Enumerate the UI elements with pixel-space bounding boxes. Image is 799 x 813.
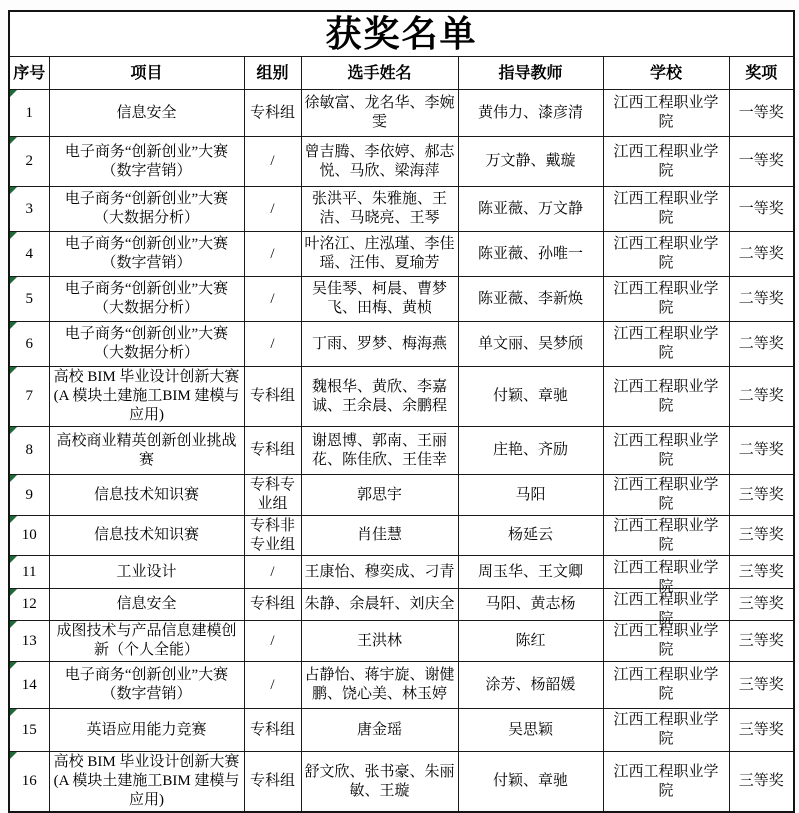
cell-contestants: 郭思宇	[301, 475, 458, 516]
table-body	[9, 90, 794, 813]
cell-group: /	[244, 662, 301, 709]
cell-group: 专科专业组	[244, 475, 301, 516]
cell-award: 二等奖	[729, 322, 794, 367]
cell-no: 2	[9, 137, 49, 187]
cell-award: 二等奖	[729, 277, 794, 322]
cell-project: 信息技术知识赛	[49, 475, 244, 516]
table-row	[9, 516, 794, 556]
cell-contestants: 朱静、余晨轩、刘庆全	[301, 589, 458, 621]
cell-project: 高校 BIM 毕业设计创新大赛(A 模块土建施工BIM 建模与应用)	[49, 752, 244, 813]
cell-teachers: 万文静、戴璇	[458, 137, 603, 187]
cell-project: 电子商务“创新创业”大赛（大数据分析）	[49, 187, 244, 232]
cell-project: 英语应用能力竞赛	[49, 709, 244, 752]
cell-school: 江西工程职业学院	[603, 322, 729, 367]
cell-group: 专科组	[244, 90, 301, 137]
cell-contestants: 唐金瑶	[301, 709, 458, 752]
table-row	[9, 589, 794, 621]
cell-teachers: 马阳、黄志杨	[458, 589, 603, 621]
table-row	[9, 90, 794, 137]
cell-school: 江西工程职业学院	[603, 621, 729, 662]
cell-award: 二等奖	[729, 427, 794, 475]
cell-project: 信息安全	[49, 90, 244, 137]
header-row	[9, 57, 794, 90]
cell-award: 三等奖	[729, 752, 794, 813]
title-row	[9, 11, 794, 57]
cell-award: 三等奖	[729, 475, 794, 516]
cell-group: /	[244, 187, 301, 232]
page-title: 获奖名单	[9, 11, 794, 57]
cell-school: 江西工程职业学院	[603, 137, 729, 187]
cell-no: 14	[9, 662, 49, 709]
cell-group: /	[244, 137, 301, 187]
cell-teachers: 陈红	[458, 621, 603, 662]
cell-project: 成图技术与产品信息建模创新（个人全能）	[49, 621, 244, 662]
cell-award: 三等奖	[729, 621, 794, 662]
cell-contestants: 曾吉腾、李依婷、郝志悦、马欣、梁海萍	[301, 137, 458, 187]
cell-no: 12	[9, 589, 49, 621]
cell-no: 13	[9, 621, 49, 662]
table-row	[9, 322, 794, 367]
cell-teachers: 付颖、章驰	[458, 752, 603, 813]
cell-school: 江西工程职业学院	[603, 232, 729, 277]
cell-award: 一等奖	[729, 90, 794, 137]
cell-no: 3	[9, 187, 49, 232]
cell-contestants: 徐敏富、龙名华、李婉雯	[301, 90, 458, 137]
cell-project: 电子商务“创新创业”大赛（大数据分析）	[49, 277, 244, 322]
cell-teachers: 杨延云	[458, 516, 603, 556]
cell-project: 电子商务“创新创业”大赛（大数据分析）	[49, 322, 244, 367]
cell-teachers: 陈亚薇、孙唯一	[458, 232, 603, 277]
column-header-award: 奖项	[729, 57, 794, 90]
cell-group: 专科组	[244, 427, 301, 475]
cell-school: 江西工程职业学院	[603, 367, 729, 427]
table-row	[9, 137, 794, 187]
cell-contestants: 吴佳琴、柯晨、曹梦飞、田梅、黄桢	[301, 277, 458, 322]
cell-teachers: 付颖、章驰	[458, 367, 603, 427]
award-sheet	[8, 10, 793, 813]
cell-contestants: 肖佳慧	[301, 516, 458, 556]
cell-project: 信息安全	[49, 589, 244, 621]
cell-school: 江西工程职业学院	[603, 90, 729, 137]
cell-award: 二等奖	[729, 367, 794, 427]
cell-school: 江西工程职业学院	[603, 427, 729, 475]
cell-contestants: 丁雨、罗梦、梅海燕	[301, 322, 458, 367]
cell-no: 11	[9, 556, 49, 589]
cell-no: 5	[9, 277, 49, 322]
cell-project: 电子商务“创新创业”大赛（数字营销）	[49, 232, 244, 277]
cell-teachers: 涂芳、杨韶媛	[458, 662, 603, 709]
cell-group: 专科非专业组	[244, 516, 301, 556]
cell-project: 电子商务“创新创业”大赛（数字营销）	[49, 137, 244, 187]
cell-group: /	[244, 556, 301, 589]
cell-award: 三等奖	[729, 709, 794, 752]
cell-group: 专科组	[244, 589, 301, 621]
cell-award: 一等奖	[729, 187, 794, 232]
cell-school: 江西工程职业学院	[603, 277, 729, 322]
cell-school: 江西工程职业学院	[603, 556, 729, 589]
cell-award: 三等奖	[729, 556, 794, 589]
cell-school: 江西工程职业学院	[603, 662, 729, 709]
cell-contestants: 张洪平、朱雅施、王洁、马晓亮、王琴	[301, 187, 458, 232]
column-header-contestants: 选手姓名	[301, 57, 458, 90]
cell-teachers: 周玉华、王文卿	[458, 556, 603, 589]
cell-contestants: 叶洺江、庄泓瑾、李佳瑶、汪伟、夏瑜芳	[301, 232, 458, 277]
cell-no: 8	[9, 427, 49, 475]
cell-teachers: 庄艳、齐励	[458, 427, 603, 475]
column-header-no: 序号	[9, 57, 49, 90]
cell-award: 三等奖	[729, 662, 794, 709]
cell-teachers: 陈亚薇、李新焕	[458, 277, 603, 322]
table-row	[9, 752, 794, 813]
column-header-project: 项目	[49, 57, 244, 90]
table-row	[9, 187, 794, 232]
table-row	[9, 621, 794, 662]
cell-teachers: 单文丽、吴梦颀	[458, 322, 603, 367]
cell-school: 江西工程职业学院	[603, 709, 729, 752]
cell-project: 信息技术知识赛	[49, 516, 244, 556]
table-row	[9, 367, 794, 427]
cell-no: 4	[9, 232, 49, 277]
cell-award: 一等奖	[729, 137, 794, 187]
cell-teachers: 陈亚薇、万文静	[458, 187, 603, 232]
cell-school: 江西工程职业学院	[603, 752, 729, 813]
cell-group: /	[244, 322, 301, 367]
cell-teachers: 吴思颖	[458, 709, 603, 752]
cell-group: 专科组	[244, 752, 301, 813]
cell-award: 三等奖	[729, 516, 794, 556]
cell-project: 高校商业精英创新创业挑战赛	[49, 427, 244, 475]
award-table	[8, 10, 795, 813]
cell-project: 电子商务“创新创业”大赛（数字营销）	[49, 662, 244, 709]
table-row	[9, 556, 794, 589]
cell-no: 16	[9, 752, 49, 813]
cell-school: 江西工程职业学院	[603, 475, 729, 516]
cell-project: 高校 BIM 毕业设计创新大赛(A 模块土建施工BIM 建模与应用)	[49, 367, 244, 427]
cell-teachers: 马阳	[458, 475, 603, 516]
cell-contestants: 魏根华、黄欣、李嘉诚、王余晨、余鹏程	[301, 367, 458, 427]
column-header-group: 组别	[244, 57, 301, 90]
cell-contestants: 王康怡、穆奕成、刁青	[301, 556, 458, 589]
cell-group: /	[244, 277, 301, 322]
column-header-teachers: 指导教师	[458, 57, 603, 90]
cell-group: /	[244, 232, 301, 277]
cell-group: /	[244, 621, 301, 662]
cell-no: 7	[9, 367, 49, 427]
cell-teachers: 黄伟力、漆彦清	[458, 90, 603, 137]
cell-contestants: 谢恩博、郭南、王丽花、陈佳欣、王佳幸	[301, 427, 458, 475]
cell-project: 工业设计	[49, 556, 244, 589]
column-header-school: 学校	[603, 57, 729, 90]
cell-school: 江西工程职业学院	[603, 589, 729, 621]
table-row	[9, 232, 794, 277]
cell-contestants: 舒文欣、张书豪、朱丽敏、王璇	[301, 752, 458, 813]
table-row	[9, 427, 794, 475]
cell-school: 江西工程职业学院	[603, 516, 729, 556]
cell-award: 三等奖	[729, 589, 794, 621]
cell-no: 10	[9, 516, 49, 556]
cell-group: 专科组	[244, 709, 301, 752]
cell-award: 二等奖	[729, 232, 794, 277]
cell-no: 1	[9, 90, 49, 137]
cell-group: 专科组	[244, 367, 301, 427]
table-row	[9, 475, 794, 516]
cell-contestants: 占静怡、蒋宇旋、谢健鹏、饶心美、林玉婷	[301, 662, 458, 709]
cell-no: 6	[9, 322, 49, 367]
cell-no: 15	[9, 709, 49, 752]
cell-contestants: 王洪林	[301, 621, 458, 662]
cell-school: 江西工程职业学院	[603, 187, 729, 232]
table-row	[9, 709, 794, 752]
cell-no: 9	[9, 475, 49, 516]
table-row	[9, 662, 794, 709]
table-row	[9, 277, 794, 322]
